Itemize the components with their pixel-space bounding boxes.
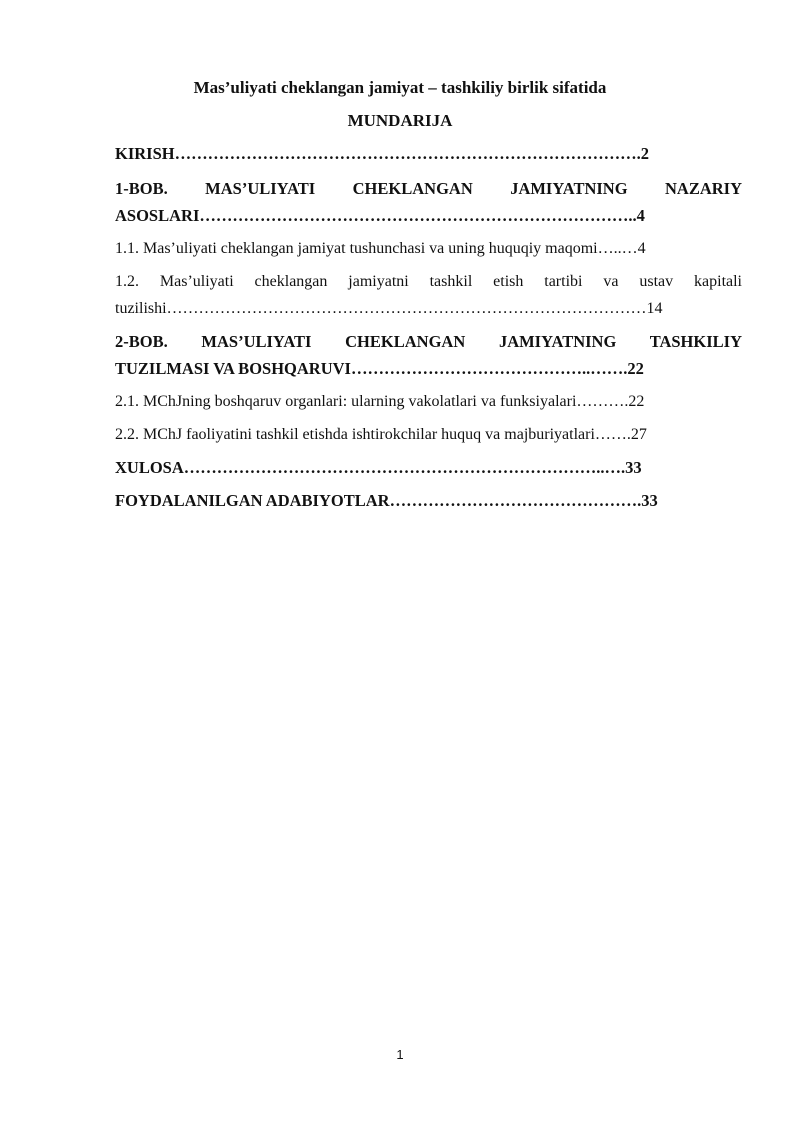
table-of-contents <box>115 140 742 514</box>
toc-entry-chapter-1-line-2: ASOSLARI……………………………………………………………………..4 <box>115 206 645 225</box>
toc-entry-section-1-2-line-2: tuzilishi………………………………………………………………………………14 <box>115 300 663 317</box>
toc-entry-xulosa: XULOSA…………………………………………………………………..….33 <box>115 458 642 477</box>
toc-entry-chapter-1-line-1: 1-BOB. MAS’ULIYATI CHEKLANGAN JAMIYATNING NAZARIY <box>115 179 742 198</box>
toc-entry-section-2-1: 2.1. MChJning boshqaruv organlari: ularning vakolatlari va funksiyalari……….22 <box>115 393 645 410</box>
toc-heading: MUNDARIJA <box>347 111 453 130</box>
document-title: Mas’uliyati cheklangan jamiyat – tashkiliy birlik sifatida <box>193 78 607 97</box>
toc-entry-chapter-2-line-1: 2-BOB. MAS’ULIYATI CHEKLANGAN JAMIYATNING TASHKILIY <box>115 332 742 351</box>
toc-entry-section-1-2-line-1: 1.2. Mas’uliyati cheklangan jamiyatni tashkil etish tartibi va ustav kapitali <box>115 273 742 290</box>
toc-entry-chapter-2-line-2: TUZILMASI VA BOSHQARUVI……………………………………..…….22 <box>115 359 644 378</box>
toc-entry-section-2-2: 2.2. MChJ faoliyatini tashkil etishda ishtirokchilar huquq va majburiyatlari…….27 <box>115 426 647 443</box>
toc-entry-section-1-1: 1.1. Mas’uliyati cheklangan jamiyat tushunchasi va uning huquqiy maqomi…..…4 <box>115 240 646 257</box>
page-number: 1 <box>396 1047 404 1062</box>
toc-entry-adabiyotlar: FOYDALANILGAN ADABIYOTLAR……………………………………….33 <box>115 491 658 510</box>
toc-entry-kirish: KIRISH………………………………………………………………………….2 <box>115 144 649 163</box>
